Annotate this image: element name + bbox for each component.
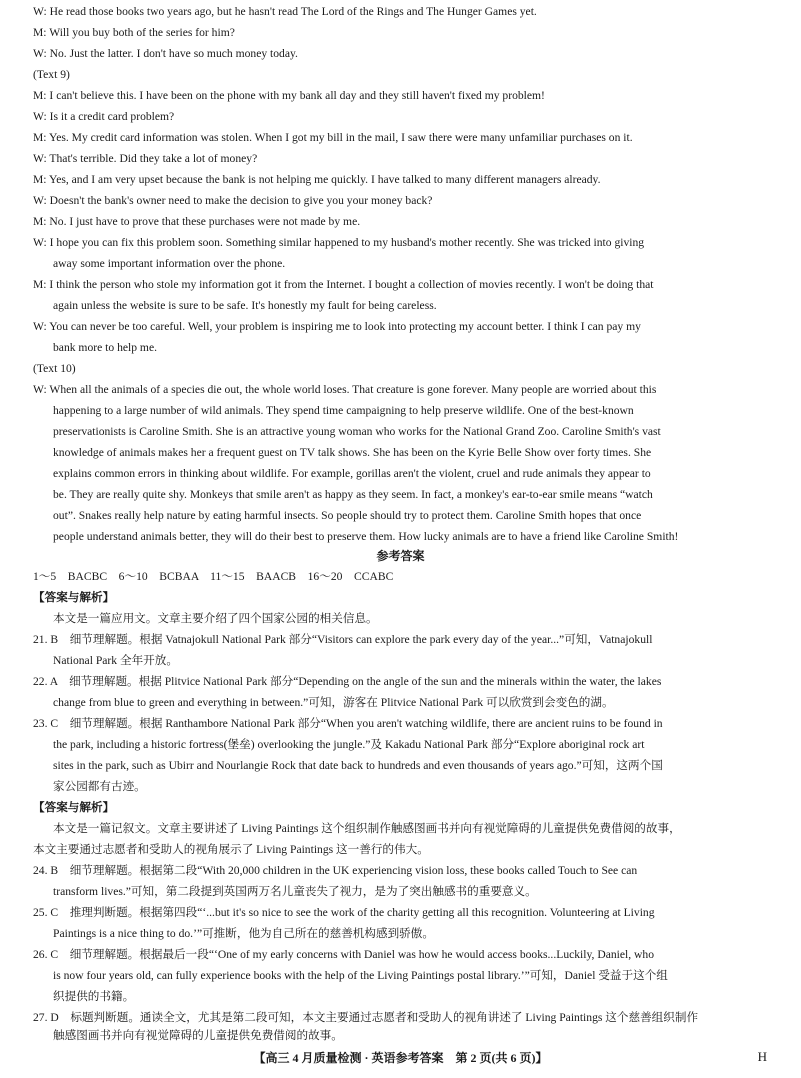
text-line: sites in the park, such as Ubirr and Nourlangie Rock that date back to hundreds and even thousands of years ago.”可知，这两个国	[53, 759, 663, 772]
text-line: the park, including a historic fortress(堡垒) overlooking the jungle.”及 Kakadu National Park 部分“Explore aboriginal rock art	[53, 738, 645, 751]
text-line: W: You can never be too careful. Well, your problem is inspiring me to look into protecting my account better. I think I can pay my	[33, 320, 641, 333]
text-line: change from blue to green and everything in between.”可知，游客在 Plitvice National Park 可以欣赏到会变色的湖。	[53, 696, 614, 709]
text-line: knowledge of animals makes her a frequent guest on TV talk shows. She has been on the Kyrie Belle Show over forty times. She	[53, 446, 652, 459]
text-line: 23. C 细节理解题。根据 Ranthambore National Park 部分“When you aren't watching wildlife, there are ancient ruins to be found in	[33, 717, 663, 730]
text-line: W: That's terrible. Did they take a lot of money?	[33, 152, 258, 165]
text-line: people understand animals better, they will do their best to preserve them. How lucky animals are to have a friend like Caroline Smith!	[53, 530, 679, 543]
text-line: National Park 全年开放。	[53, 654, 178, 667]
text-line: 家公园都有古迹。	[53, 780, 146, 793]
text-line: preservationists is Caroline Smith. She is an attractive young woman who works for the National Grand Zoo. Caroline Smith's vast	[53, 425, 661, 438]
text-line: 本文主要通过志愿者和受助人的视角展示了 Living Paintings 这一善行的伟大。	[33, 843, 429, 856]
answer-key: 1～5 BACBC 6～10 BCBAA 11～15 BAACB 16～20 CCABC	[33, 570, 394, 583]
text-line: 25. C 推理判断题。根据第四段“‘...but it's so nice to see the work of the charity getting all this recognition. Volunteering at Living	[33, 906, 655, 919]
text-line: 26. C 细节理解题。根据最后一段“‘One of my early concerns with Daniel was how he would access books...Luckily, Daniel, who	[33, 948, 655, 961]
text-line: W: No. Just the latter. I don't have so much money today.	[33, 47, 298, 60]
text-line: again unless the website is sure to be safe. It's honestly my fault for being careless.	[53, 299, 437, 312]
text-line: M: No. I just have to prove that these purchases were not made by me.	[33, 215, 361, 228]
text-line: transform lives.”可知，第二段提到英国两万名儿童丧失了视力，是为了突出触感书的重要意义。	[53, 885, 537, 898]
text-line: 本文是一篇应用文。文章主要介绍了四个国家公园的相关信息。	[53, 612, 378, 625]
text-line: is now four years old, can fully experience books with the help of the Living Paintings postal library.’”可知，Daniel 受益于这个组	[53, 969, 668, 982]
text-line: M: Yes, and I am very upset because the bank is not helping me quickly. I have talked to many different managers already.	[33, 173, 601, 186]
page-footer: 【高三 4 月质量检测 · 英语参考答案 第 2 页(共 6 页)】	[253, 1051, 548, 1065]
section-heading: 【答案与解析】	[33, 591, 115, 604]
text-line: 触感图画书并向有视觉障碍的儿童提供免费借阅的故事。	[53, 1029, 343, 1042]
text-line: M: I can't believe this. I have been on the phone with my bank all day and they still haven't fixed my problem!	[33, 89, 545, 102]
version-letter: H	[757, 1049, 767, 1064]
text-line: away some important information over the phone.	[53, 257, 286, 270]
text-line: M: Will you buy both of the series for him?	[33, 26, 235, 39]
section-heading: 【答案与解析】	[33, 801, 115, 814]
section-title: 参考答案	[376, 549, 425, 563]
text-line: 织提供的书籍。	[53, 990, 135, 1003]
text-line: be. They are really quite shy. Monkeys that smile aren't as happy as they seem. In fact, a monkey's ear-to-ear smile means “watch	[53, 488, 653, 501]
text-line: W: When all the animals of a species die out, the whole world loses. That creature is gone forever. Many people are worried about this	[33, 383, 657, 396]
text-line: M: I think the person who stole my information got it from the Internet. I bought a collection of movies recently. I won't be doing that	[33, 278, 654, 291]
text-line: out”. Snakes really help nature by eating harmful insects. So people should try to protect them. Caroline Smith hopes that once	[53, 509, 642, 522]
text-line: 22. A 细节理解题。根据 Plitvice National Park 部分“Depending on the angle of the sun and the minerals within the water, the lakes	[33, 675, 662, 688]
text-line: W: Is it a credit card problem?	[33, 110, 175, 123]
text-line: W: I hope you can fix this problem soon. Something similar happened to my husband's mother recently. She was tricked into giving	[33, 236, 645, 249]
text-line: bank more to help me.	[53, 341, 157, 354]
text-line: explains common errors in thinking about wildlife. For example, gorillas aren't the violent, cruel and rude animals they appear to	[53, 467, 651, 480]
text-heading: (Text 10)	[33, 362, 76, 375]
text-line: W: He read those books two years ago, but he hasn't read The Lord of the Rings and The Hunger Games yet.	[33, 5, 537, 18]
text-line: happening to a large number of wild animals. They spend time campaigning to help preserve wildlife. One of the best-known	[53, 404, 634, 417]
text-heading: (Text 9)	[33, 68, 70, 81]
text-line: 27. D 标题判断题。通读全文，尤其是第二段可知，本文主要通过志愿者和受助人的视角讲述了 Living Paintings 这个慈善组织制作	[33, 1011, 699, 1024]
text-line: W: Doesn't the bank's owner need to make the decision to give you your money back?	[33, 194, 433, 207]
text-line: 本文是一篇记叙文。文章主要讲述了 Living Paintings 这个组织制作触感图画书并向有视觉障碍的儿童提供免费借阅的故事，	[53, 822, 681, 835]
text-line: M: Yes. My credit card information was stolen. When I got my bill in the mail, I saw there were many unfamiliar purchases on it.	[33, 131, 633, 144]
text-line: 21. B 细节理解题。根据 Vatnajokull National Park 部分“Visitors can explore the park every day of the year...”可知，Vatnajokull	[33, 633, 653, 646]
text-line: Paintings is a nice thing to do.’”可推断，他为自己所在的慈善机构感到骄傲。	[53, 927, 434, 940]
text-line: 24. B 细节理解题。根据第二段“With 20,000 children in the UK experiencing vision loss, these books called Touch to See can	[33, 864, 638, 877]
